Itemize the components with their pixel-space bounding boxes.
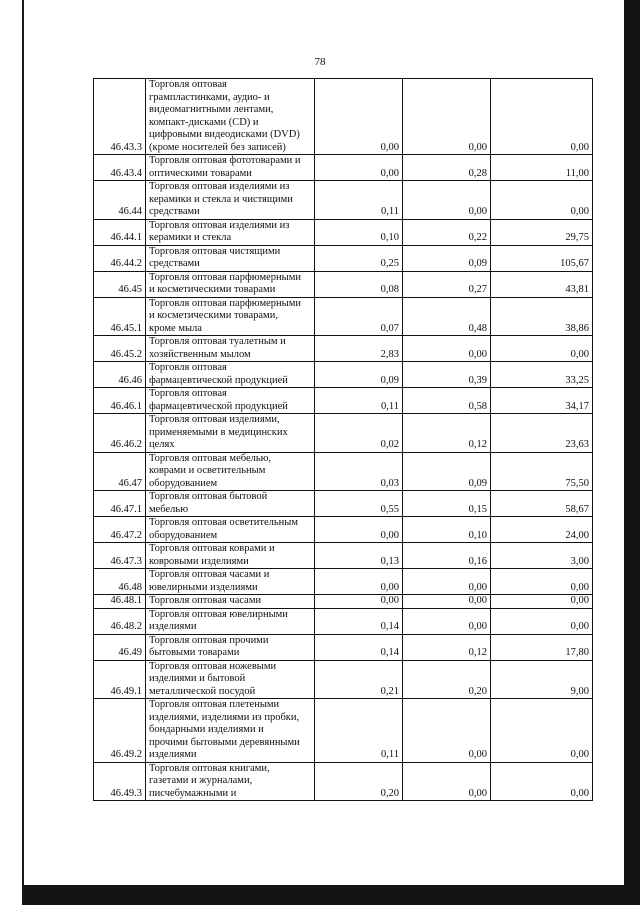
activity-name (146, 219, 315, 245)
activity-code: 46.47.2 (94, 517, 146, 543)
value-col-2: 0,39 (403, 362, 491, 388)
value-col-1: 0,11 (315, 699, 403, 763)
table-row (94, 491, 593, 517)
value-col-2: 0,58 (403, 388, 491, 414)
activity-code: 46.43.3 (94, 79, 146, 155)
activity-name (146, 543, 315, 569)
activity-name-line: Торговля оптовая (149, 362, 227, 373)
activity-name-line: металлической посудой (149, 685, 256, 697)
activity-name-line: прочими бытовыми деревянными (149, 736, 300, 748)
activity-name (146, 155, 315, 181)
activity-name-line: компакт-дисками (CD) и (149, 116, 259, 128)
scan-border-bottom (22, 885, 640, 905)
activity-code: 46.49.3 (94, 762, 146, 801)
activity-name-line: целях (149, 439, 175, 450)
activity-name-line: фармацевтической продукцией (149, 374, 288, 386)
activity-code: 46.49.2 (94, 699, 146, 763)
scan-edge-left (22, 0, 24, 885)
table-row (94, 362, 593, 388)
activity-name-line: изделиями и бытовой (149, 673, 246, 684)
activity-name (146, 517, 315, 543)
table-row (94, 336, 593, 362)
activity-name-line: кроме мыла (149, 322, 202, 334)
value-col-1: 0,21 (315, 660, 403, 699)
table-row (94, 595, 593, 609)
value-col-1: 0,11 (315, 388, 403, 414)
activity-name-line: бытовыми товарами (149, 647, 240, 658)
activity-name (146, 362, 315, 388)
table-row (94, 219, 593, 245)
activity-name-line: Торговля оптовая часами (149, 595, 262, 606)
value-col-1: 2,83 (315, 336, 403, 362)
value-col-1: 0,00 (315, 569, 403, 595)
value-col-2: 0,00 (403, 569, 491, 595)
value-col-3: 75,50 (491, 452, 593, 491)
value-col-1: 0,13 (315, 543, 403, 569)
value-col-1: 0,14 (315, 634, 403, 660)
activity-code: 46.47.1 (94, 491, 146, 517)
activity-name (146, 569, 315, 595)
activity-code: 46.48.1 (94, 595, 146, 609)
value-col-3: 58,67 (491, 491, 593, 517)
activity-name-line: Торговля оптовая коврами и (149, 543, 275, 554)
table-row (94, 388, 593, 414)
activity-name-line: керамики и стекла и чистящими (149, 193, 293, 205)
activity-code: 46.46.2 (94, 414, 146, 453)
value-col-3: 33,25 (491, 362, 593, 388)
table-row (94, 634, 593, 660)
activity-code: 46.43.4 (94, 155, 146, 181)
value-col-2: 0,28 (403, 155, 491, 181)
activity-name-line: керамики и стекла (149, 232, 232, 243)
activity-name (146, 336, 315, 362)
value-col-3: 105,67 (491, 245, 593, 271)
value-col-3: 0,00 (491, 595, 593, 609)
activity-name-line: Торговля оптовая (149, 388, 227, 399)
value-col-1: 0,07 (315, 297, 403, 336)
value-col-3: 23,63 (491, 414, 593, 453)
activity-code: 46.44 (94, 181, 146, 220)
activity-name (146, 414, 315, 453)
activity-name-line: Торговля оптовая прочими (149, 634, 269, 646)
activity-name-line: оборудованием (149, 529, 218, 541)
activity-name-line: ковровыми изделиями (149, 555, 249, 567)
value-col-2: 0,48 (403, 297, 491, 336)
activity-name-line: Торговля оптовая часами и (149, 569, 270, 580)
table-row (94, 699, 593, 763)
value-col-2: 0,12 (403, 414, 491, 453)
value-col-1: 0,09 (315, 362, 403, 388)
activity-name-line: ювелирными изделиями (149, 581, 258, 593)
activity-name-line: Торговля оптовая фототоварами и (149, 155, 301, 166)
table-row (94, 271, 593, 297)
activity-name-line: Торговля оптовая книгами, (149, 762, 270, 774)
activity-name-line: средствами (149, 206, 200, 217)
value-col-1: 0,08 (315, 271, 403, 297)
value-col-3: 0,00 (491, 181, 593, 220)
scan-margin-top (0, 0, 640, 16)
activity-code: 46.49.1 (94, 660, 146, 699)
value-col-3: 0,00 (491, 762, 593, 801)
value-col-3: 11,00 (491, 155, 593, 181)
activity-code: 46.45.1 (94, 297, 146, 336)
activity-name-line: Торговля оптовая туалетным и (149, 336, 286, 347)
value-col-3: 0,00 (491, 699, 593, 763)
activity-code: 46.49 (94, 634, 146, 660)
activity-name (146, 245, 315, 271)
value-col-3: 17,80 (491, 634, 593, 660)
table-row (94, 297, 593, 336)
activity-name-line: Торговля оптовая ножевыми (149, 660, 277, 672)
activity-code: 46.46.1 (94, 388, 146, 414)
activity-name-line: мебелью (149, 503, 189, 515)
value-col-2: 0,09 (403, 245, 491, 271)
activity-code: 46.45 (94, 271, 146, 297)
scan-border-right (624, 0, 640, 905)
activity-name-line: хозяйственным мылом (149, 348, 251, 360)
value-col-2: 0,00 (403, 79, 491, 155)
value-col-3: 0,00 (491, 79, 593, 155)
activity-name-line: изделиями, изделиями из пробки, (149, 711, 300, 723)
value-col-3: 0,00 (491, 569, 593, 595)
value-col-1: 0,03 (315, 452, 403, 491)
activity-name (146, 297, 315, 336)
activity-name (146, 699, 315, 763)
activity-code: 46.45.2 (94, 336, 146, 362)
activity-code: 46.48 (94, 569, 146, 595)
activity-name-line: и косметическими товарами, (149, 310, 278, 321)
value-col-3: 34,17 (491, 388, 593, 414)
value-col-2: 0,00 (403, 608, 491, 634)
value-col-2: 0,22 (403, 219, 491, 245)
activity-name (146, 660, 315, 699)
value-col-3: 38,86 (491, 297, 593, 336)
value-col-2: 0,10 (403, 517, 491, 543)
activity-name-line: Торговля оптовая изделиями из (149, 181, 290, 192)
activity-name-line: бондарными изделиями и (149, 724, 264, 735)
value-col-1: 0,20 (315, 762, 403, 801)
table-row (94, 569, 593, 595)
value-col-2: 0,20 (403, 660, 491, 699)
value-col-1: 0,10 (315, 219, 403, 245)
activity-code: 46.44.1 (94, 219, 146, 245)
value-col-3: 43,81 (491, 271, 593, 297)
okved-table (93, 78, 593, 801)
value-col-2: 0,12 (403, 634, 491, 660)
table-row (94, 155, 593, 181)
value-col-2: 0,00 (403, 336, 491, 362)
value-col-1: 0,14 (315, 608, 403, 634)
table-row (94, 452, 593, 491)
activity-name-line: Торговля оптовая изделиями, (149, 414, 280, 425)
value-col-2: 0,27 (403, 271, 491, 297)
table-row (94, 660, 593, 699)
value-col-2: 0,00 (403, 699, 491, 763)
activity-name-line: писчебумажными и (149, 787, 237, 799)
activity-name-line: применяемыми в медицинских (149, 426, 288, 438)
table-row (94, 414, 593, 453)
activity-name (146, 79, 315, 155)
activity-name (146, 762, 315, 801)
value-col-1: 0,00 (315, 79, 403, 155)
activity-name-line: средствами (149, 258, 200, 269)
activity-code: 46.44.2 (94, 245, 146, 271)
value-col-1: 0,25 (315, 245, 403, 271)
activity-name-line: видеомагнитными лентами, (149, 104, 274, 115)
value-col-3: 0,00 (491, 336, 593, 362)
activity-name (146, 608, 315, 634)
activity-code: 46.48.2 (94, 608, 146, 634)
activity-name-line: Торговля оптовая плетеными (149, 699, 280, 710)
value-col-3: 29,75 (491, 219, 593, 245)
activity-name-line: газетами и журналами, (149, 775, 253, 786)
activity-name (146, 634, 315, 660)
activity-name-line: оптическими товарами (149, 167, 252, 179)
table-row (94, 181, 593, 220)
activity-code: 46.47.3 (94, 543, 146, 569)
table-row (94, 608, 593, 634)
table-row (94, 79, 593, 155)
activity-name (146, 271, 315, 297)
value-col-2: 0,15 (403, 491, 491, 517)
activity-name (146, 388, 315, 414)
value-col-3: 24,00 (491, 517, 593, 543)
activity-name-line: Торговля оптовая мебелью, (149, 452, 272, 464)
activity-name-line: оборудованием (149, 477, 218, 489)
value-col-2: 0,00 (403, 595, 491, 609)
activity-name-line: Торговля оптовая осветительным (149, 517, 298, 528)
value-col-2: 0,00 (403, 762, 491, 801)
activity-name-line: Торговля оптовая чистящими (149, 245, 281, 257)
value-col-2: 0,16 (403, 543, 491, 569)
activity-name-line: изделиями (149, 621, 197, 632)
activity-name-line: Торговля оптовая бытовой (149, 491, 268, 502)
activity-name-line: коврами и осветительным (149, 465, 266, 476)
activity-name-line: Торговля оптовая (149, 79, 227, 90)
value-col-1: 0,00 (315, 517, 403, 543)
activity-name-line: грампластинками, аудио- и (149, 91, 270, 103)
activity-name-line: Торговля оптовая парфюмерными (149, 271, 301, 283)
value-col-1: 0,55 (315, 491, 403, 517)
activity-name-line: фармацевтической продукцией (149, 400, 288, 412)
activity-name-line: Торговля оптовая изделиями из (149, 219, 290, 231)
activity-name-line: Торговля оптовая парфюмерными (149, 297, 301, 309)
page-number: 78 (314, 56, 326, 68)
activity-name (146, 452, 315, 491)
value-col-3: 3,00 (491, 543, 593, 569)
activity-name-line: Торговля оптовая ювелирными (149, 608, 288, 620)
activity-name-line: и косметическими товарами (149, 284, 276, 295)
value-col-1: 0,11 (315, 181, 403, 220)
value-col-3: 9,00 (491, 660, 593, 699)
value-col-1: 0,00 (315, 595, 403, 609)
activity-name (146, 181, 315, 220)
value-col-2: 0,09 (403, 452, 491, 491)
table-row (94, 762, 593, 801)
activity-name (146, 491, 315, 517)
activity-code: 46.47 (94, 452, 146, 491)
activity-code: 46.46 (94, 362, 146, 388)
table-row (94, 543, 593, 569)
table-row (94, 517, 593, 543)
activity-name-line: цифровыми видеодисками (DVD) (149, 129, 300, 140)
table-row (94, 245, 593, 271)
value-col-1: 0,00 (315, 155, 403, 181)
value-col-1: 0,02 (315, 414, 403, 453)
value-col-3: 0,00 (491, 608, 593, 634)
activity-name (146, 595, 315, 609)
activity-name-line: (кроме носителей без записей) (149, 141, 286, 153)
table-body (94, 79, 593, 801)
activity-name-line: изделиями (149, 749, 197, 760)
value-col-2: 0,00 (403, 181, 491, 220)
